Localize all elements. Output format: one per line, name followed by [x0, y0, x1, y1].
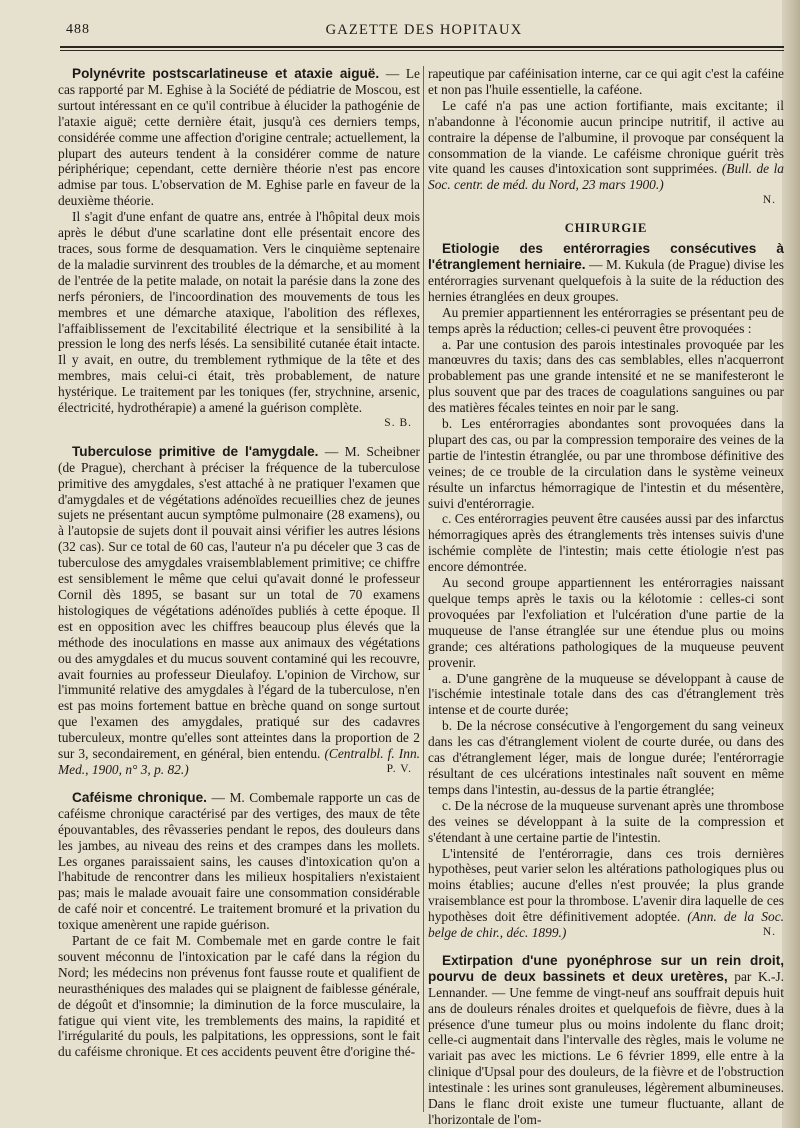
article-paragraph: Il s'agit d'une enfant de quatre ans, entrée à l'hôpital deux mois après le début d'une scarlatine dont elle présentait encore des traces, sous forme de desquamation. Vers le cinquième septenaire de la maladie survinrent des troubles de la démarche, et au moment de l'entrée de la petite malade, on notait la parésie dans la zone des nerfs péroniers, de l'incoordination des mouvements de tous les membres et une démarche ataxique, l'abolition des réflexes, l'affaiblissement de l'excitabilité électrique et la sensibilité à la pression le long des nerfs lésés. La sensibilité cutanée était intacte. Il y avait, en outre, du tremblement rythmique de la tête et des membres, mais celui-ci était, très probablement, de nature hystérique. Le traitement par les toniques (fer, strychnine, arsenic, électricité, hydrothérapie) a amené la guérison complète. — [58, 209, 420, 416]
reference: (Bull. de la Soc. centr. de méd. du Nord, 23 mars 1900.) — [428, 161, 784, 193]
section-title: CHIRURGIE — [564, 221, 648, 236]
page-number: 488 — [66, 22, 90, 37]
article-paragraph: c. De la nécrose de la muqueuse survenant après une thrombose des veines se développant à la suite de la compression et s'étendant à une certaine partie de l'intestin. — [428, 797, 784, 845]
article-text: L'intensité de l'entérorragie, dans ces trois dernières hypothèses, peut varier selon les altérations pathologiques plus ou moins établies; aucune d'elles n'est prouvée; la plus grande vraisemblance est pour la thrombose. L'avenir dira laquelle de ces hypothèses doit être définitivement adoptée. — [428, 845, 784, 925]
article-pyonephrose — [428, 953, 784, 1128]
article-title: Polynévrite postscarlatineuse et ataxie aiguë. — [72, 66, 380, 81]
article-text: Le café n'a pas une action fortifiante, mais excitante; il n'abandonne à l'économie aucun principe nutritif, il active au contraire la dépense de l'albumine, il provoque par conséquent la consommation de la viande. Le caféisme chronique guérit très vite quand les causes d'intoxication sont supprimées. — [428, 97, 784, 177]
left-column — [58, 66, 420, 1116]
article-title: Tuberculose primitive de l'amygdale. — [72, 443, 319, 459]
article-paragraph: b. Les entérorragies abondantes sont provoquées dans la plupart des cas, ou par la compression temporaire des veines de la partie de l'intestin étranglée, ou par une thrombose définitive des veines; de ce trouble de la circulation dans le système veineux résulte un infarctus hémorragique de l'intestin et du mésentère, suivi d'entérorragie. — [428, 416, 784, 511]
article-tuberculose — [58, 444, 420, 778]
article-text: — M. Kukula (de Prague) divise les entérorragies survenant quelquefois à la suite de la réduction des hernies étranglées en deux groupes. — [428, 256, 784, 304]
article-paragraph: Au second groupe appartiennent les entérorragies naissant quelque temps après le taxis ou la kélotomie : celles-ci sont provoquées par l'exfoliation et l'ulcération d'une partie de la muqueuse de l'anse étranglée sur une étendue plus ou moins grande; ces altérations pathologiques de la muqueuse peuvent provenir. — [428, 575, 784, 670]
article-paragraph: Partant de ce fait M. Combemale met en garde contre le fait souvent méconnu de l'intoxication par le café dans la région du Nord; les médecins non prévenus font fausse route et qualifient de neurasthéniques des malades qui se plaignent de faiblesse générale, de dégoût et d'insomnie; la diminution de la force musculaire, la fatigue qui vient vite, les tremblements des mains, la rapidité et l'irrégularité du pouls, les palpitations, les oppressions, sont le fait du caféisme chronique. Et ces accidents peuvent être d'origine thé- — [58, 933, 420, 1060]
article-text: — M. Scheibner (de Prague), cherchant à préciser la fréquence de la tuberculose primitive des amygdales, s'est attaché à ne pratiquer l'examen que d'amygdales et de végétations adénoïdes recueillies chez de jeunes sujets ne présentant aucun symptôme pulmonaire (28 examens), ou à l'autopsie de sujets dont il pouvait ainsi vérifier les autres lésions (32 cas). Sur ce total de 60 cas, l'auteur n'a pu déceler que 3 cas de tuberculose des amygdales vraisemblablement primitive; ce chiffre est sensiblement le même que celui qu'avait donné le professeur Cornil dès 1895, se basant sur un total de 70 examens histologiques de végétations adénoïdes publiés à cette époque. Il est en opposition avec les chiffres beaucoup plus élevés que la méthode des inoculations en masse aux animaux des végétations ou des amygdales et du mucus souvent contaminé qui les recouvre, avait fournies au professeur Dieulafoy. L'opinion de Virchow, sur l'immunité relative des amygdales à l'égard de la tuberculose, n'en est pas moins fortement battue en brèche quand on songe surtout que l'examen des amygdales, pratiqué sur des cadavres tuberculeux, montre qu'elles sont atteintes dans la proportion de 2 sur 3, secondairement, en général, bien entendu. — [58, 443, 420, 762]
page-header — [66, 20, 782, 42]
article-paragraph: a. Par une contusion des parois intestinales provoquée par les manœuvres du taxis; dans des cas semblables, elles n'acquerront probablement pas une grande intensité et ne se manifesteront le plus souvent que par des traces de coagulations sanguines ou par des matières fécales teintes en noir par le sang. — [428, 336, 784, 416]
article-title: Caféisme chronique. — [72, 789, 207, 805]
author-initials: N. — [762, 194, 776, 207]
running-head: GAZETTE DES HOPITAUX — [325, 22, 523, 38]
article-enterorragies — [428, 241, 784, 941]
article-paragraph: rapeutique par caféinisation interne, car ce qui agit c'est la caféine et non pas l'huile essentielle, la caféone. — [428, 66, 784, 97]
article-text: — Le cas rapporté par M. Eghise à la Société de pédiatrie de Moscou, est surtout intéressant en ce qu'il contribue à élucider la pathogénie de l'ataxie aiguë; cette dernière était, jusqu'à ces derniers temps, considérée comme une affection d'origine centrale; actuellement, la plupart des auteurs tendent à la considérer comme de nature périphérique; cependant, cette dernière théorie n'est pas encore admise par tous. L'observation de M. Eghise parle en faveur de la deuxième théorie. — [58, 66, 420, 209]
article-cafeisme-continued — [428, 66, 784, 209]
column-divider — [423, 66, 424, 1112]
reference: (Ann. de la Soc. belge de chir., déc. 1899.) — [428, 909, 784, 941]
author-initials: N. — [762, 926, 776, 939]
article-title: Etiologie des entérorragies consécutives à l'étranglement herniaire. — [428, 241, 784, 272]
reference: (Centralbl. f. Inn. Med., 1900, n° 3, p. 82.) — [58, 746, 420, 777]
article-text: par K.-J. Lennander. — Une femme de vingt-neuf ans souffrait depuis huit ans de douleurs rénales droites et quelquefois de fièvre, dues à la présence d'une tumeur plus ou moins indolente du flanc droit; celle-ci augmentait dans l'intervalle des règles, mais le volume ne variait pas avec les mictions. Le 6 février 1899, elle entre à la clinique d'Upsal pour des douleurs, de la fièvre et de l'obstruction intestinale : les urines sont granuleuses, légèrement albumineuses. Dans le flanc droit existe une tumeur fluctuante, allant de l'horizontale de l'om- — [428, 968, 784, 1127]
article-paragraph: a. D'une gangrène de la muqueuse se développant à cause de l'ischémie intestinale totale dans des cas d'étranglement très intense et de courte durée; — [428, 670, 784, 718]
article-polynevrite — [58, 66, 420, 432]
article-text: — M. Combemale rapporte un cas de caféisme chronique caractérisé par des vertiges, des maux de tête épouvantables, des rêvasseries pendant le repos, des douleurs dans les jambes, au niveau des reins et des crampes dans les mollets. Les organes paraissaient sains, les causes d'intoxication qu'on a l'habitude de rencontrer dans les milieux hospitaliers n'existaient pas; mais le malade avouait faire une consommation considérable de café noir et concentré. Le traitement bromuré et la privation du toxique amenèrent une rapide guérison. — [58, 789, 420, 933]
author-initials: P. V. — [386, 762, 412, 775]
header-rule-thick — [60, 46, 784, 48]
right-column — [428, 66, 784, 1127]
article-paragraph: b. De la nécrose consécutive à l'engorgement du sang veineux dans les cas d'étranglement violent de courte durée, ou dans des cas d'étranglement léger, mais de longue durée; l'entérorragie résultant de ces ulcérations intestinales naît souvent en même temps dans l'intestin, au-dessus de la partie étranglée; — [428, 718, 784, 797]
header-rule-thin — [60, 50, 784, 51]
author-initials: S. B. — [384, 416, 412, 429]
article-title: Extirpation d'une pyonéphrose sur un rein droit, pourvu de deux bassinets et deux uretères, — [428, 952, 784, 984]
page-edge — [782, 0, 800, 1128]
article-paragraph: c. Ces entérorragies peuvent être causées aussi par des infarctus hémorragiques après des étranglements très intenses suivis d'une ischémie complète de l'intestin; mais cette étiologie n'est pas encore démontrée. — [428, 511, 784, 575]
article-cafeisme — [58, 790, 420, 1060]
article-paragraph: Au premier appartiennent les entérorragies se présentant peu de temps après la réduction; celles-ci peuvent être provoquées : — [428, 304, 784, 336]
